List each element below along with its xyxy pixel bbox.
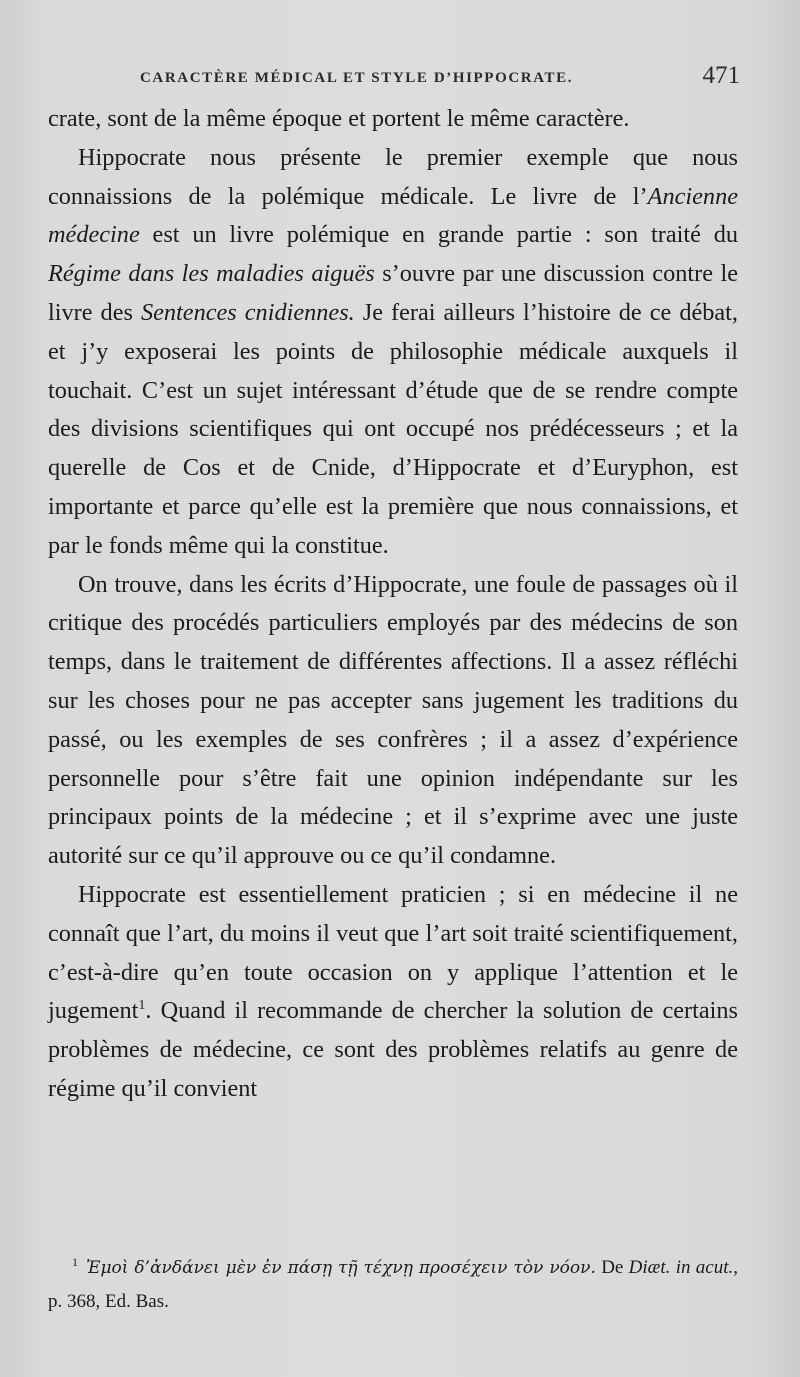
paragraph-text: . Quand il recommande de chercher la solution de certains problèmes de médecine, ce sont des problèmes relatifs au genre de régime qu’il convient <box>48 997 738 1102</box>
paragraph-praticien <box>48 876 738 1109</box>
body-text <box>48 100 738 1109</box>
footnote-text: De <box>595 1257 629 1278</box>
paragraph-polemic <box>48 139 738 566</box>
footnote <box>48 1251 738 1319</box>
paragraph-text: s’ouvre par une discussion contre le livre des <box>48 260 738 326</box>
page-number: 471 <box>702 62 740 89</box>
running-head <box>50 62 740 92</box>
footnote-text: , p. 368, Ed. Bas. <box>48 1257 738 1312</box>
book-title-ancienne-medecine: Ancienne médecine <box>48 182 738 249</box>
paragraph-text: Je ferai ailleurs l’histoire de ce débat, et j’y exposerai les points de philosophie médicale auxquels il touchait. C’est un sujet intéressant d’étude que de se rendre compte des divisions scientifiques qui ont occupé nos prédécesseurs ; et la querelle de Cos et de Cnide, d’Hippocrate et d’Euryphon, est importante et parce qu’elle est la première que nous connaissions, et par le fonds même qui la constitue. <box>48 298 739 559</box>
running-title: CARACTÈRE MÉDICAL ET STYLE D’HIPPOCRATE. <box>140 70 574 86</box>
footnote-source: Diæt. in acut. <box>628 1257 734 1278</box>
paragraph-text: est un livre polémique en grande partie : son traité du <box>139 221 738 249</box>
paragraph-critique: On trouve, dans les écrits d’Hippocrate, une foule de passages où il critique des procédés particuliers employés par des médecins de son temps, dans le traitement de différentes affections. Il a assez réfléchi sur les choses pour ne pas accepter sans jugement les traditions du passé, ou les exemples de ses confrères ; il a assez d’expérience personnelle pour s’être fait une opinion indépendante sur les principaux points de la médecine ; et il s’exprime avec une juste autorité sur ce qu’il approuve ou ce qu’il condamne. <box>48 570 738 870</box>
paragraph-continuation: crate, sont de la même époque et portent le même caractère. <box>48 105 630 132</box>
footnote-greek-quote: Ἐμοὶ δ’ἀνδάνει μὲν ἐν πάσῃ τῇ τέχνῃ προσέχειν τὸν νόον. <box>86 1258 596 1278</box>
footnote-reference[interactable]: 1 <box>138 998 146 1014</box>
paragraph-text: Hippocrate nous présente le premier exemple que nous connaissions de la polémique médicale. Le livre de l’ <box>48 143 738 210</box>
book-title-regime: Régime dans les maladies aiguës <box>48 260 375 288</box>
paragraph-text: Hippocrate est essentiellement praticien ; si en médecine il ne connaît que l’art, du moins il veut que l’art soit traité scientifiquement, c’est-à-dire qu’en toute occasion on y applique l’attention et le jugement <box>48 880 738 1025</box>
book-title-sentences: Sentences cnidiennes. <box>140 298 355 326</box>
footnote-mark: 1 <box>72 1254 78 1269</box>
